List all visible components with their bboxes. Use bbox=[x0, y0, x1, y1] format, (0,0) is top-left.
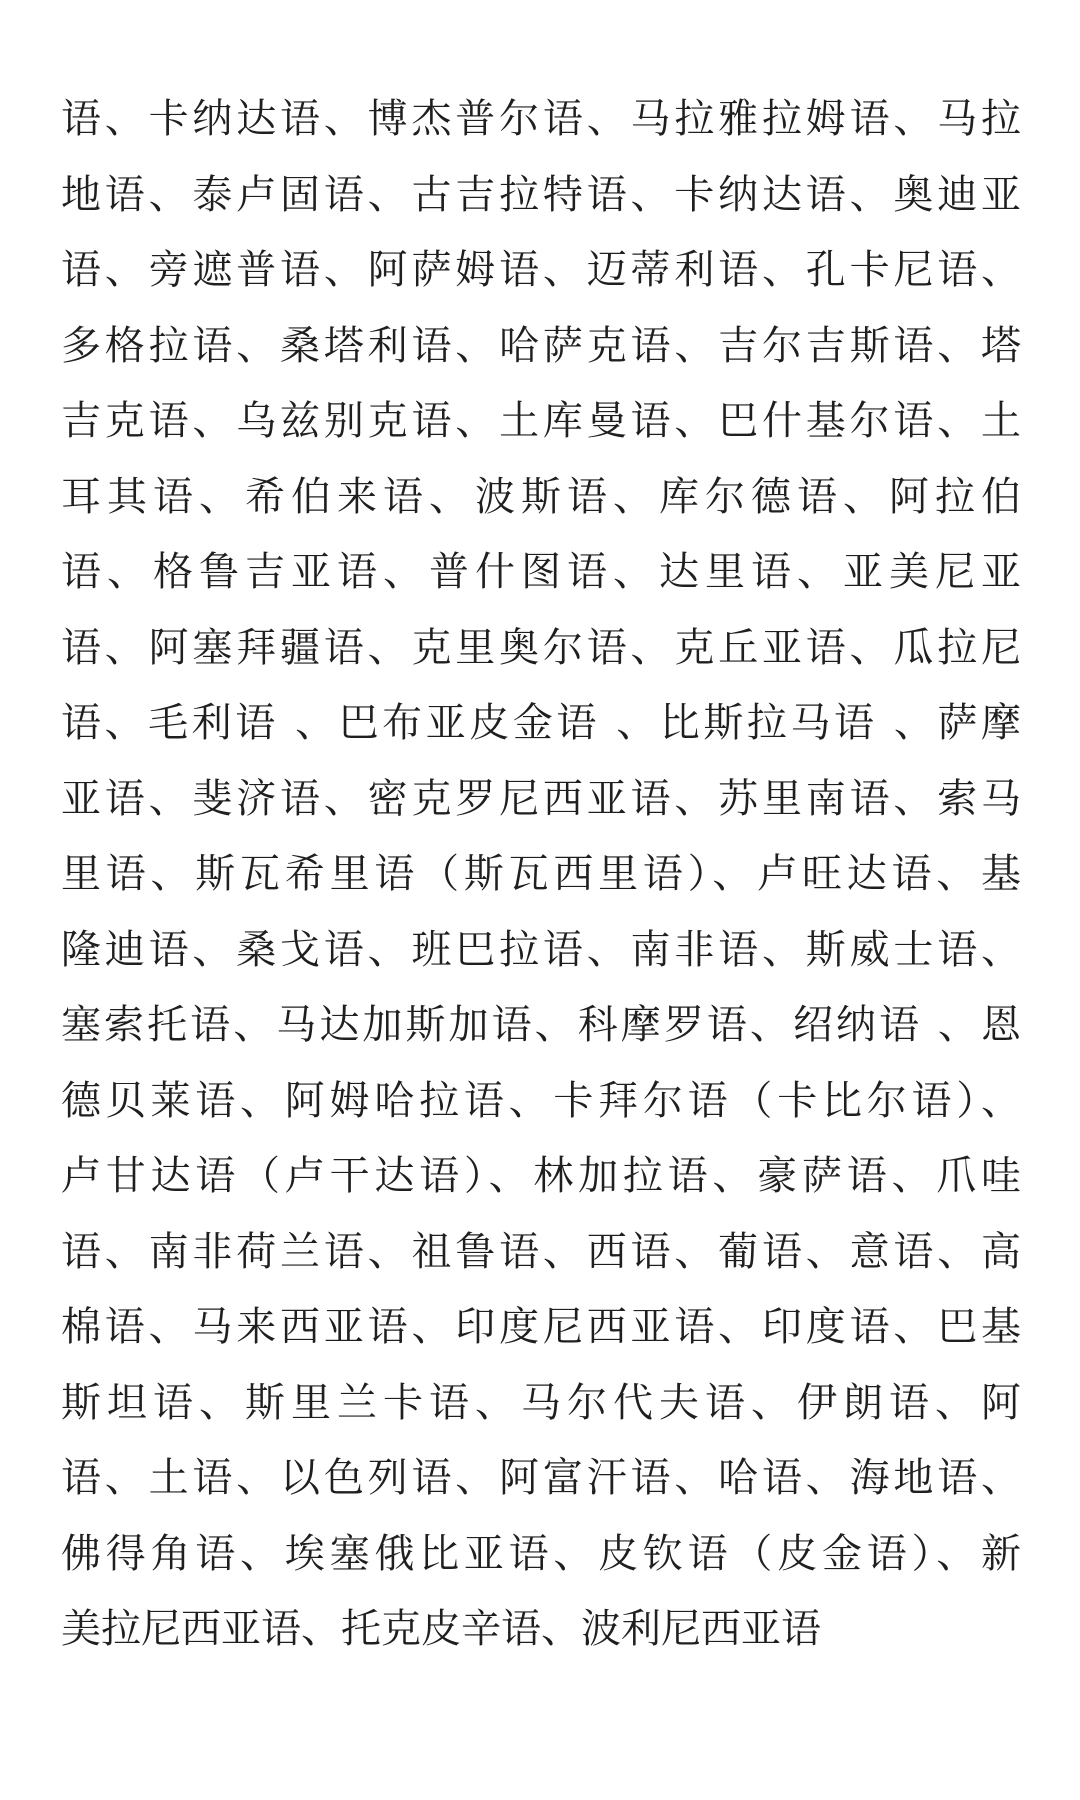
text-line: 语、土语、以色列语、阿富汗语、哈语、海地语、 bbox=[61, 1455, 1021, 1501]
text-line: 隆迪语、桑戈语、班巴拉语、南非语、斯威士语、 bbox=[61, 926, 1021, 973]
text-line: 语、格鲁吉亚语、普什图语、达里语、亚美尼亚 bbox=[61, 549, 1021, 595]
text-line: 地语、泰卢固语、古吉拉特语、卡纳达语、奥迪亚 bbox=[61, 171, 1021, 218]
text-line: 语、毛利语 、巴布亚皮金语 、比斯拉马语 、萨摩 bbox=[61, 700, 1021, 746]
text-line: 语、南非荷兰语、祖鲁语、西语、葡语、意语、高 bbox=[61, 1228, 1021, 1275]
text-line: 美拉尼西亚语、托克皮辛语、波利尼西亚语 bbox=[61, 1606, 821, 1652]
language-list-text bbox=[61, 82, 1021, 1668]
text-line: 棉语、马来西亚语、印度尼西亚语、印度语、巴基 bbox=[61, 1304, 1021, 1350]
text-line: 语、卡纳达语、博杰普尔语、马拉雅拉姆语、马拉 bbox=[61, 96, 1021, 142]
text-line: 佛得角语、埃塞俄比亚语、皮钦语（皮金语）、新 bbox=[61, 1530, 1021, 1577]
text-line: 语、阿塞拜疆语、克里奥尔语、克丘亚语、瓜拉尼 bbox=[61, 624, 1021, 671]
text-line: 里语、斯瓦希里语（斯瓦西里语）、卢旺达语、基 bbox=[61, 851, 1021, 897]
text-line: 德贝莱语、阿姆哈拉语、卡拜尔语（卡比尔语）、 bbox=[61, 1077, 1021, 1124]
text-line: 多格拉语、桑塔利语、哈萨克语、吉尔吉斯语、塔 bbox=[61, 322, 1021, 369]
text-line: 亚语、斐济语、密克罗尼西亚语、苏里南语、索马 bbox=[61, 775, 1021, 822]
text-line: 吉克语、乌兹别克语、土库曼语、巴什基尔语、土 bbox=[61, 398, 1021, 444]
text-line: 语、旁遮普语、阿萨姆语、迈蒂利语、孔卡尼语、 bbox=[61, 247, 1021, 293]
text-line: 卢甘达语（卢干达语）、林加拉语、豪萨语、爪哇 bbox=[61, 1153, 1021, 1199]
text-line: 耳其语、希伯来语、波斯语、库尔德语、阿拉伯 bbox=[61, 473, 1021, 520]
text-line: 斯坦语、斯里兰卡语、马尔代夫语、伊朗语、阿 bbox=[61, 1379, 1021, 1426]
text-line: 塞索托语、马达加斯加语、科摩罗语、绍纳语 、恩 bbox=[61, 1002, 1021, 1048]
